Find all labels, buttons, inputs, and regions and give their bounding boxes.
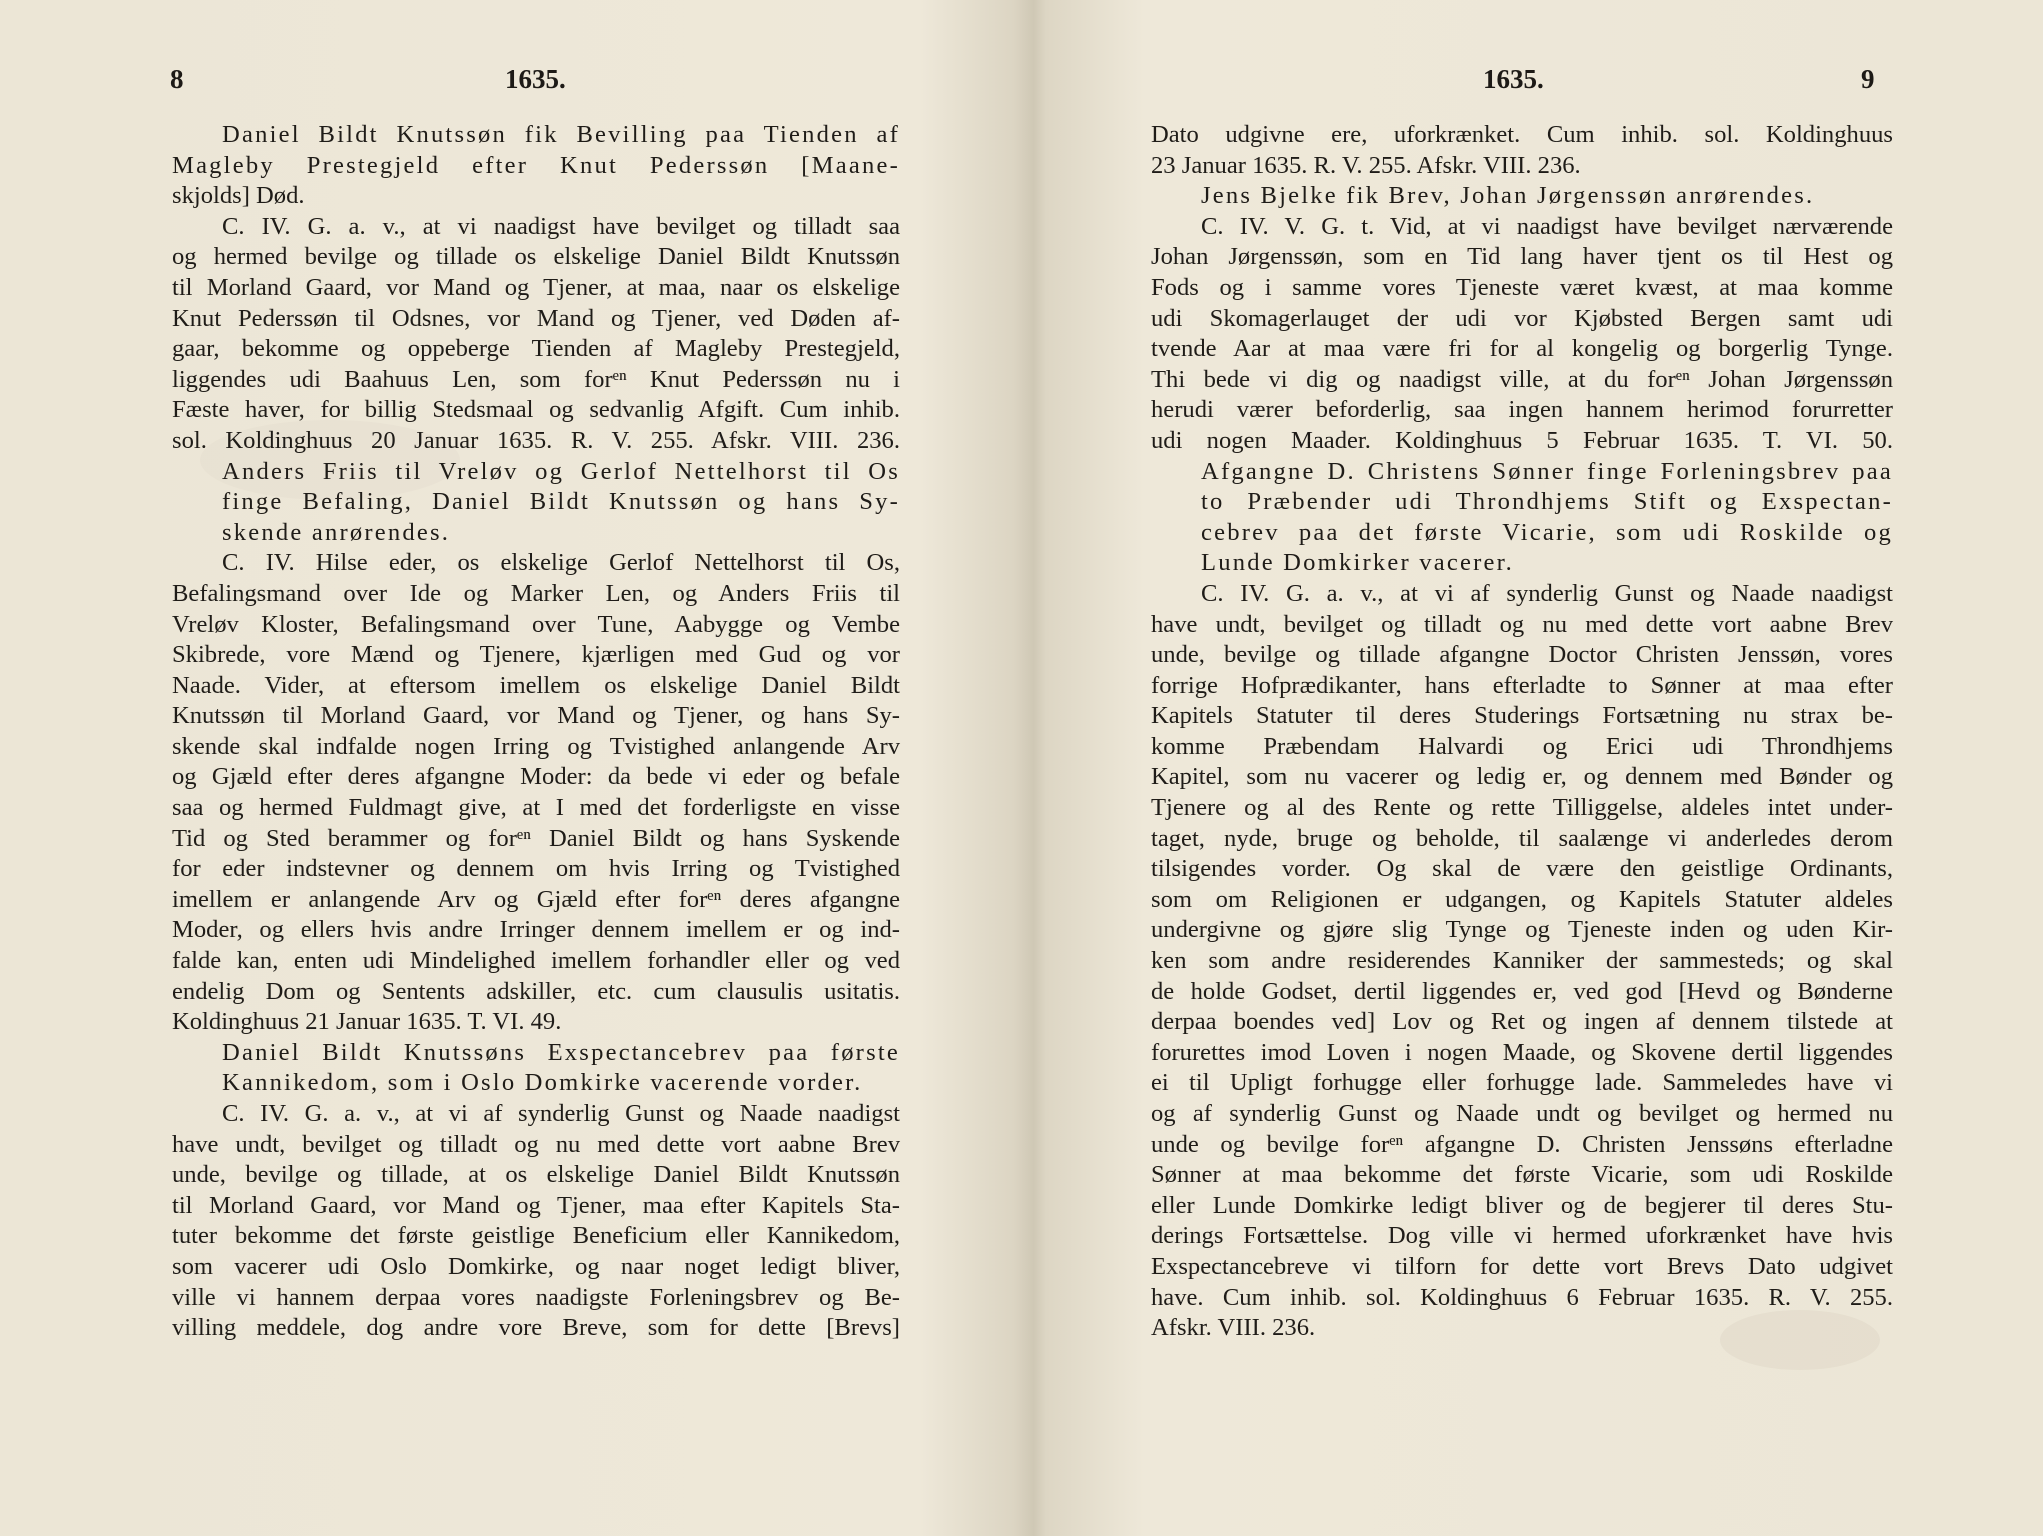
text-line: sol. Koldinghuus 20 Januar 1635. R. V. 255. Afskr. VIII. 236. xyxy=(172,426,900,454)
text-line: ken som andre residerendes Kanniker der sammesteds; og skal xyxy=(1151,947,1893,975)
text-line: Johan Jørgenssøn, som en Tid lang haver tjent os til Hest og xyxy=(1151,243,1893,271)
text-line: derpaa boendes ved] Lov og Ret og ingen af dennem tilstede at xyxy=(1151,1008,1893,1036)
heading-line: Daniel Bildt Knutssøns Exspectancebrev paa første xyxy=(222,1038,900,1066)
text-line: derings Fortsættelse. Dog ville vi hermed uforkrænket have hvis xyxy=(1151,1222,1893,1250)
text-line: villing meddele, dog andre vore Breve, som for dette [Brevs] xyxy=(172,1314,900,1342)
text-line: Dato udgivne ere, uforkrænket. Cum inhib. sol. Koldinghuus xyxy=(1151,121,1893,148)
text-line: og hermed bevilge og tillade os elskelige Daniel Bildt Knutssøn xyxy=(172,243,900,271)
text-line: C. IV. G. a. v., at vi af synderlig Gunst og Naade naadigst xyxy=(1201,579,1893,607)
page-number: 8 xyxy=(170,64,184,94)
text-line: ei til Upligt forhugge eller forhugge lade. Sammeledes have vi xyxy=(1151,1069,1893,1097)
heading-line: cebrev paa det første Vicarie, som udi Roskilde og xyxy=(1201,518,1893,546)
heading-line: to Præbender udi Throndhjems Stift og Exspectan- xyxy=(1201,488,1893,516)
text-line: de holde Godset, dertil liggendes er, ved god [Hevd og Bønderne xyxy=(1151,977,1893,1005)
text-line: komme Præbendam Halvardi og Erici udi Throndhjems xyxy=(1151,732,1893,760)
heading-line: Kannikedom, som i Oslo Domkirke vacerende vorder. xyxy=(222,1069,863,1097)
text-line: Koldinghuus 21 Januar 1635. T. VI. 49. xyxy=(172,1008,562,1036)
page-number: 9 xyxy=(1861,64,1875,94)
text-line: forurettes imod Loven i nogen Maade, og Skovene dertil liggendes xyxy=(1151,1038,1893,1066)
text-line: have. Cum inhib. sol. Koldinghuus 6 Februar 1635. R. V. 255. xyxy=(1151,1283,1893,1311)
text-line: taget, nyde, bruge og beholde, til saalænge vi anderledes derom xyxy=(1151,824,1893,852)
heading-line: Lunde Domkirker vacerer. xyxy=(1201,549,1514,577)
heading-line: skende anrørendes. xyxy=(222,518,451,546)
text-line: tilsigendes vorder. Og skal de være den geistlige Ordinants, xyxy=(1151,855,1893,883)
page-body xyxy=(172,120,900,1344)
text-line: som om Religionen er udgangen, og Kapitels Statuter aldeles xyxy=(1151,885,1893,913)
text-line: gaar, bekomme og oppeberge Tienden af Magleby Prestegjeld, xyxy=(172,335,900,363)
text-line: Tid og Sted berammer og forᵉⁿ Daniel Bildt og hans Syskende xyxy=(172,824,900,852)
heading-line: Anders Friis til Vreløv og Gerlof Nettelhorst til Os xyxy=(222,457,900,485)
text-line: C. IV. G. a. v., at vi af synderlig Gunst og Naade naadigst xyxy=(222,1100,900,1127)
text-line: Kapitel, som nu vacerer og ledig er, og dennem med Bønder og xyxy=(1151,763,1893,791)
text-line: Knutssøn til Morland Gaard, vor Mand og Tjener, og hans Sy- xyxy=(172,702,900,730)
text-line: Afskr. VIII. 236. xyxy=(1151,1314,1316,1342)
running-head: 1635. xyxy=(505,64,566,94)
text-line: Skibrede, vore Mænd og Tjenere, kjærligen med Gud og vor xyxy=(172,641,900,669)
text-line: endelig Dom og Sentents adskiller, etc. cum clausulis usitatis. xyxy=(172,977,900,1005)
heading-line: Magleby Prestegjeld efter Knut Pederssøn [Maane- xyxy=(172,151,900,179)
text-line: Thi bede vi dig og naadigst ville, at du forᵉⁿ Johan Jørgenssøn xyxy=(1151,365,1893,393)
text-line: 23 Januar 1635. R. V. 255. Afskr. VIII. 236. xyxy=(1151,151,1581,179)
text-line: tuter bekomme det første geistlige Beneficium eller Kannikedom, xyxy=(172,1222,900,1250)
heading-line: finge Befaling, Daniel Bildt Knutssøn og hans Sy- xyxy=(222,488,900,516)
text-line: og af synderlig Gunst og Naade undt og bevilget og hermed nu xyxy=(1151,1100,1893,1127)
text-line: tvende Aar at maa være fri for al kongelig og borgerlig Tynge. xyxy=(1151,335,1893,363)
heading-line: Daniel Bildt Knutssøn fik Bevilling paa Tienden af xyxy=(222,121,900,148)
text-line: for eder indstevner og dennem om hvis Irring og Tvistighed xyxy=(172,855,900,883)
text-line: til Morland Gaard, vor Mand og Tjener, maa efter Kapitels Sta- xyxy=(172,1191,900,1219)
text-line: Fods og i samme vores Tjeneste været kvæst, at maa komme xyxy=(1151,273,1893,301)
text-line: saa og hermed Fuldmagt give, at I med det forderligste en visse xyxy=(172,794,900,822)
text-line: unde og bevilge forᵉⁿ afgangne D. Christen Jenssøns efterladne xyxy=(1151,1130,1893,1158)
text-line: unde, bevilge og tillade afgangne Doctor Christen Jenssøn, vores xyxy=(1151,641,1893,669)
text-line: C. IV. Hilse eder, os elskelige Gerlof Nettelhorst til Os, xyxy=(222,549,900,577)
text-line: Tjenere og al des Rente og rette Tilliggelse, aldeles intet under- xyxy=(1151,794,1893,822)
text-line: Kapitels Statuter til deres Studerings Fortsætning nu strax be- xyxy=(1151,702,1893,730)
heading-line: skjolds] Død. xyxy=(172,182,305,210)
text-line: Vreløv Kloster, Befalingsmand over Tune, Aabygge og Vembe xyxy=(172,610,900,638)
text-line: og Gjæld efter deres afgangne Moder: da bede vi eder og befale xyxy=(172,763,900,791)
text-line: have undt, bevilget og tilladt og nu med dette vort aabne Brev xyxy=(1151,610,1893,638)
text-line: Sønner at maa bekomme det første Vicarie, som udi Roskilde xyxy=(1151,1161,1893,1189)
text-line: Befalingsmand over Ide og Marker Len, og Anders Friis til xyxy=(172,579,900,607)
text-line: have undt, bevilget og tilladt og nu med dette vort aabne Brev xyxy=(172,1130,900,1158)
heading-line: Jens Bjelke fik Brev, Johan Jørgenssøn anrørendes. xyxy=(1201,182,1815,210)
text-line: falde kan, enten udi Mindelighed imellem forhandler eller og ved xyxy=(172,947,900,975)
text-line: udi Skomagerlauget der udi vor Kjøbsted Bergen samt udi xyxy=(1151,304,1893,332)
heading-line: Afgangne D. Christens Sønner finge Forleningsbrev paa xyxy=(1201,457,1893,485)
text-line: liggendes udi Baahuus Len, som forᵉⁿ Knut Pederssøn nu i xyxy=(172,365,900,393)
text-line: Knut Pederssøn til Odsnes, vor Mand og Tjener, ved Døden af- xyxy=(172,304,900,332)
text-line: forrige Hofprædikanter, hans efterladte to Sønner at maa efter xyxy=(1151,671,1893,699)
text-line: til Morland Gaard, vor Mand og Tjener, at maa, naar os elskelige xyxy=(172,273,900,301)
text-line: eller Lunde Domkirke ledigt bliver og de begjerer til deres Stu- xyxy=(1151,1191,1893,1219)
text-line: undergivne og gjøre slig Tynge og Tjeneste inden og uden Kir- xyxy=(1151,916,1893,944)
text-line: Moder, og ellers hvis andre Irringer dennem imellem er og ind- xyxy=(172,916,900,944)
text-line: udi nogen Maader. Koldinghuus 5 Februar 1635. T. VI. 50. xyxy=(1151,426,1893,454)
text-line: herudi værer beforderlig, saa ingen hannem herimod forurretter xyxy=(1151,396,1893,424)
text-line: C. IV. V. G. t. Vid, at vi naadigst have bevilget nærværende xyxy=(1201,212,1893,240)
text-line: Naade. Vider, at eftersom imellem os elskelige Daniel Bildt xyxy=(172,671,900,699)
running-head: 1635. xyxy=(1483,64,1544,94)
text-line: imellem er anlangende Arv og Gjæld efter forᵉⁿ deres afgangne xyxy=(172,885,900,913)
text-line: Exspectancebreve vi tilforn for dette vort Brevs Dato udgivet xyxy=(1151,1252,1893,1280)
right-page xyxy=(1021,0,2043,1536)
text-line: unde, bevilge og tillade, at os elskelige Daniel Bildt Knutssøn xyxy=(172,1161,900,1189)
text-line: Fæste haver, for billig Stedsmaal og sedvanlig Afgift. Cum inhib. xyxy=(172,396,900,424)
text-line: som vacerer udi Oslo Domkirke, og naar noget ledigt bliver, xyxy=(172,1252,900,1280)
text-line: C. IV. G. a. v., at vi naadigst have bevilget og tilladt saa xyxy=(222,212,900,240)
text-line: ville vi hannem derpaa vores naadigste Forleningsbrev og Be- xyxy=(172,1283,900,1311)
page-body xyxy=(1151,120,1893,1344)
text-line: skende skal indfalde nogen Irring og Tvistighed anlangende Arv xyxy=(172,732,900,760)
